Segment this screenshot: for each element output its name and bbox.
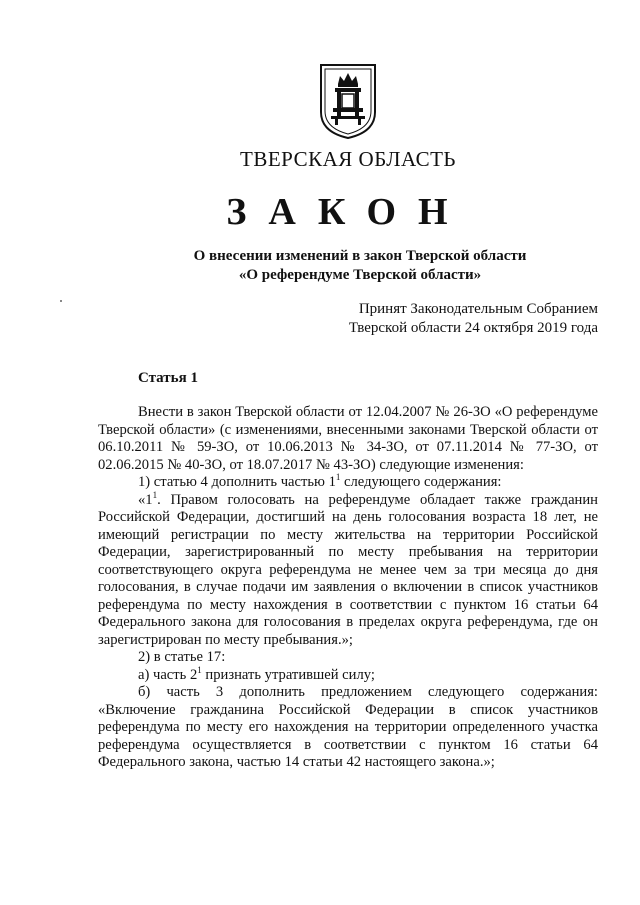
amendment-intro: Внести в закон Тверской области от 12.04.2007 № 26-ЗО «О референдуме Тверской области» (с изменениями, внесенными законами Тверской области от 06.10.2011 № 59-ЗО, от 10.06.2013 № 34-ЗО, от 07.11.2014 № 77-ЗО, от 02.06.2015 № 40-ЗО, от 18.07.2017 № 43-ЗО) следующие изменения: (98, 404, 598, 473)
amendment-item-2b: б) часть 3 дополнить предложением следующего содержания: «Включение гражданина Российской Федерации в список участников референдума по месту его нахождения на территории определенного участка референдума осуществляется в соответствии с пунктом 16 статьи 64 Федерального закона, частью 14 статьи 42 настоящего закона.»; (98, 684, 598, 770)
adoption-note (349, 300, 598, 338)
law-title (0, 247, 640, 285)
document-type: ЗАКОН (226, 191, 470, 233)
amendment-item-1-text: «$1^1$. Правом голосовать на референдуме обладает также гражданин Российской Федерации, достигший на день голосования возраста 18 лет, не имеющий регистрации по месту жительства на территории Российской Федерации, зарегистрированный по месту пребывания на территории соответствующего округа референдума не менее чем за три месяца до дня голосования, в случае подачи им заявления о включении в список участников референдума по месту нахождения в соответствии с пунктом 16 статьи 64 Федерального закона для голосования в пределах округа референдума, где он зарегистрирован по месту пребывания.»; (98, 489, 598, 648)
adoption-note-line-1: Принят Законодательным Собранием (358, 301, 598, 317)
amendment-item-2a: а) часть $2^1$ признать утратившей силу; (138, 664, 375, 683)
law-title-line-2: «О референдуме Тверской области» (238, 267, 482, 283)
article-heading: Статья 1 (138, 370, 198, 386)
scan-speck (60, 300, 62, 302)
law-title-line-1: О внесении изменений в закон Тверской области (193, 248, 527, 264)
amendment-item-2: 2) в статье 17: (138, 649, 226, 665)
article-body (98, 404, 598, 772)
coat-of-arms-icon (318, 62, 378, 140)
region-name: ТВЕРСКАЯ ОБЛАСТЬ (240, 147, 456, 171)
amendment-item-1: 1) статью 4 дополнить частью $1^1$ следующего содержания: (138, 472, 502, 490)
adoption-note-line-2: Тверской области 24 октября 2019 года (348, 320, 598, 336)
